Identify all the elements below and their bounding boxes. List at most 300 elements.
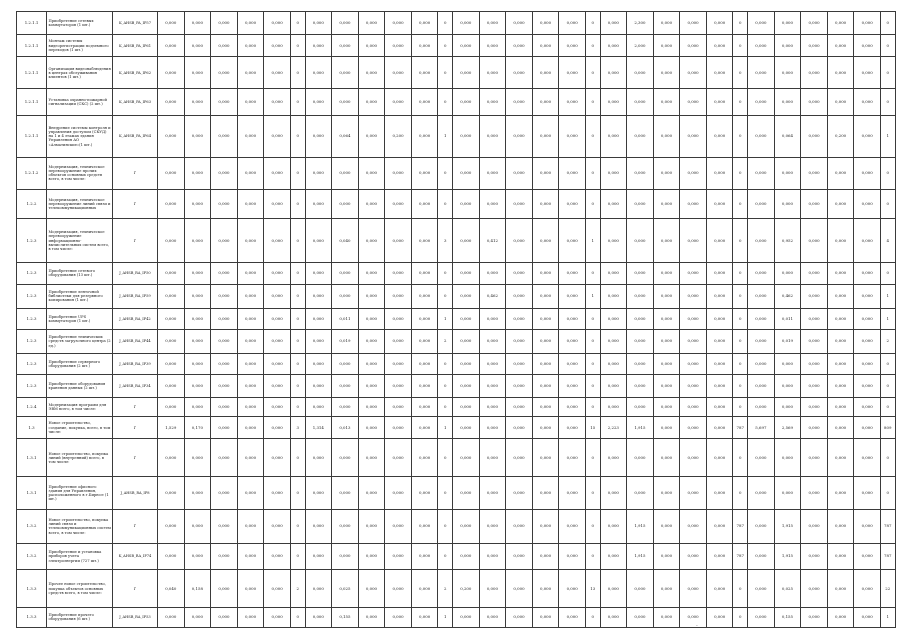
- value-cell: 0,000: [600, 607, 627, 627]
- value-cell: 0,000: [748, 607, 775, 627]
- value-cell: 0: [733, 189, 748, 218]
- value-cell: 1,915: [774, 543, 801, 570]
- value-cell: 15: [585, 416, 600, 439]
- value-cell: 0,000: [827, 308, 854, 329]
- value-cell: 0,000: [385, 89, 412, 116]
- value-cell: 0,000: [385, 284, 412, 308]
- value-cell: 0,000: [237, 375, 264, 398]
- value-cell: 0,000: [264, 398, 291, 417]
- value-cell: 0,000: [411, 263, 438, 284]
- value-cell: 1: [585, 284, 600, 308]
- value-cell: 0,000: [680, 607, 707, 627]
- value-cell: 0,000: [653, 89, 680, 116]
- value-cell: 0,000: [559, 398, 586, 417]
- value-cell: 0,000: [532, 12, 559, 35]
- value-cell: 0,000: [385, 375, 412, 398]
- row-index-cell: 1.2.1.1: [17, 57, 47, 89]
- value-cell: 0: [880, 12, 895, 35]
- value-cell: 0,000: [237, 34, 264, 57]
- value-cell: 0,000: [680, 354, 707, 375]
- value-cell: 0,000: [211, 607, 238, 627]
- value-cell: 0: [290, 375, 305, 398]
- value-cell: 0,000: [264, 354, 291, 375]
- value-cell: 0,000: [748, 308, 775, 329]
- table-row: [17, 398, 896, 417]
- value-cell: 0,000: [479, 34, 506, 57]
- value-cell: 0,000: [358, 57, 385, 89]
- value-cell: 787: [733, 416, 748, 439]
- value-cell: 0: [438, 543, 453, 570]
- value-cell: 0,000: [237, 116, 264, 157]
- value-cell: 0,000: [211, 34, 238, 57]
- table-row: [17, 354, 896, 375]
- value-cell: 0,000: [332, 398, 359, 417]
- row-code-cell: J_AHSB_RA_IP42: [113, 308, 158, 329]
- value-cell: 0: [585, 329, 600, 353]
- value-cell: 0,000: [158, 607, 185, 627]
- value-cell: 0,000: [211, 116, 238, 157]
- value-cell: 1: [438, 416, 453, 439]
- value-cell: 0,064: [774, 116, 801, 157]
- value-cell: 0,000: [358, 329, 385, 353]
- value-cell: 0,000: [559, 439, 586, 476]
- value-cell: 0: [585, 12, 600, 35]
- value-cell: 0: [438, 34, 453, 57]
- value-cell: 0,000: [479, 354, 506, 375]
- value-cell: 0,462: [774, 284, 801, 308]
- row-name-cell: Новое строительство, создание, покупка, всего, в том числе:: [47, 416, 113, 439]
- value-cell: 0,000: [559, 189, 586, 218]
- value-cell: 0,000: [158, 189, 185, 218]
- value-cell: 0,000: [653, 329, 680, 353]
- value-cell: 0,000: [559, 34, 586, 57]
- value-cell: 0,025: [774, 570, 801, 607]
- row-code-cell: J_AHSB_RA_IP59: [113, 284, 158, 308]
- value-cell: 0,000: [854, 12, 881, 35]
- value-cell: 0,000: [506, 510, 533, 543]
- value-cell: 0,000: [653, 607, 680, 627]
- row-name-cell: Новое строительство, покупка линий связи и телекоммуникационных систем всего, в том числе:: [47, 510, 113, 543]
- row-name-cell: Приобретение UPS коммутаторов (1 шт.): [47, 308, 113, 329]
- value-cell: 0,000: [358, 263, 385, 284]
- value-cell: 0,000: [774, 439, 801, 476]
- value-cell: 0,000: [706, 57, 733, 89]
- value-cell: 0,000: [305, 607, 332, 627]
- value-cell: 0: [290, 439, 305, 476]
- value-cell: 0,000: [211, 219, 238, 263]
- value-cell: 2,300: [627, 12, 654, 35]
- value-cell: 1: [880, 116, 895, 157]
- row-code-cell: Г: [113, 416, 158, 439]
- value-cell: 0,000: [854, 398, 881, 417]
- value-cell: 0,000: [385, 543, 412, 570]
- value-cell: 0: [880, 157, 895, 189]
- value-cell: 0,019: [774, 329, 801, 353]
- value-cell: 0,000: [559, 375, 586, 398]
- value-cell: 2,223: [600, 416, 627, 439]
- value-cell: 0,000: [706, 398, 733, 417]
- row-name-cell: Приобретение сетевого оборудования (13 шт.): [47, 263, 113, 284]
- row-code-cell: J_AHSB_RA_IP44: [113, 329, 158, 353]
- value-cell: 0: [585, 263, 600, 284]
- value-cell: 0,000: [453, 439, 480, 476]
- value-cell: 0,000: [600, 157, 627, 189]
- value-cell: 0: [585, 607, 600, 627]
- value-cell: 1,529: [158, 416, 185, 439]
- value-cell: 0,000: [854, 416, 881, 439]
- row-code-cell: K_AHSB_PA_IP62: [113, 57, 158, 89]
- value-cell: 0,000: [680, 12, 707, 35]
- value-cell: 0,000: [653, 157, 680, 189]
- row-index-cell: 1.3.3: [17, 607, 47, 627]
- value-cell: 0,000: [854, 476, 881, 509]
- value-cell: 0,000: [827, 510, 854, 543]
- value-cell: 0,000: [748, 263, 775, 284]
- value-cell: 0,000: [801, 416, 828, 439]
- value-cell: 787: [733, 510, 748, 543]
- row-index-cell: 1.2.3: [17, 219, 47, 263]
- value-cell: 0,000: [332, 157, 359, 189]
- value-cell: 0,000: [653, 284, 680, 308]
- value-cell: 0,000: [264, 34, 291, 57]
- value-cell: 0,000: [827, 354, 854, 375]
- value-cell: 0,000: [532, 398, 559, 417]
- value-cell: 0,000: [332, 439, 359, 476]
- value-cell: 0,000: [801, 439, 828, 476]
- value-cell: 0,000: [211, 416, 238, 439]
- value-cell: 1: [880, 607, 895, 627]
- value-cell: 0,200: [453, 570, 480, 607]
- row-code-cell: K_AHSB_PA_IP64: [113, 116, 158, 157]
- value-cell: 0,000: [184, 439, 211, 476]
- value-cell: 0,000: [184, 12, 211, 35]
- value-cell: 0,000: [706, 607, 733, 627]
- value-cell: 0,000: [453, 89, 480, 116]
- value-cell: 0,013: [332, 416, 359, 439]
- value-cell: 0,000: [600, 476, 627, 509]
- value-cell: 0,000: [506, 157, 533, 189]
- table-row: [17, 375, 896, 398]
- value-cell: 0: [290, 219, 305, 263]
- value-cell: 0,040: [158, 570, 185, 607]
- value-cell: 0: [585, 510, 600, 543]
- value-cell: 0,000: [559, 570, 586, 607]
- value-cell: 0,000: [211, 354, 238, 375]
- value-cell: 0,000: [479, 89, 506, 116]
- row-code-cell: Г: [113, 570, 158, 607]
- row-index-cell: 1.2.3: [17, 375, 47, 398]
- value-cell: 2: [438, 329, 453, 353]
- value-cell: 0,000: [453, 354, 480, 375]
- value-cell: 0,000: [827, 416, 854, 439]
- row-index-cell: 1.3.3: [17, 570, 47, 607]
- row-name-cell: Приобретение офисного здания для Управления, расположенного в г.Бирюсе (1 шт.): [47, 476, 113, 509]
- value-cell: 0,000: [801, 157, 828, 189]
- value-cell: 0,000: [479, 329, 506, 353]
- value-cell: 0,000: [332, 189, 359, 218]
- value-cell: 0: [585, 57, 600, 89]
- value-cell: 0,000: [559, 57, 586, 89]
- value-cell: 0,000: [627, 354, 654, 375]
- value-cell: 0,000: [748, 189, 775, 218]
- value-cell: 0,000: [680, 157, 707, 189]
- document-page: [16, 11, 895, 628]
- value-cell: 2,569: [774, 416, 801, 439]
- table-row: [17, 284, 896, 308]
- value-cell: 0,000: [748, 375, 775, 398]
- value-cell: 0: [880, 354, 895, 375]
- value-cell: 0,000: [385, 329, 412, 353]
- value-cell: 0,000: [653, 189, 680, 218]
- row-code-cell: J_AHSB_RA_IP34: [113, 375, 158, 398]
- value-cell: 0,000: [411, 476, 438, 509]
- value-cell: 0: [438, 476, 453, 509]
- value-cell: 0,000: [237, 157, 264, 189]
- value-cell: 0,000: [801, 476, 828, 509]
- value-cell: 0: [438, 354, 453, 375]
- row-name-cell: Приобретение ленточной библиотеки для резервного копирования (1 шт.): [47, 284, 113, 308]
- value-cell: 0,000: [559, 116, 586, 157]
- value-cell: 0,000: [559, 157, 586, 189]
- value-cell: 5,697: [748, 416, 775, 439]
- value-cell: 0,000: [774, 12, 801, 35]
- value-cell: 0,000: [184, 57, 211, 89]
- value-cell: 0,000: [264, 416, 291, 439]
- value-cell: 0,000: [506, 284, 533, 308]
- value-cell: 0,000: [211, 12, 238, 35]
- row-index-cell: 1.2.3: [17, 308, 47, 329]
- value-cell: 0,000: [184, 308, 211, 329]
- value-cell: 0,000: [627, 308, 654, 329]
- value-cell: 0,000: [680, 34, 707, 57]
- value-cell: 1: [438, 607, 453, 627]
- value-cell: 0,000: [184, 329, 211, 353]
- value-cell: 0: [290, 308, 305, 329]
- value-cell: 0,000: [559, 607, 586, 627]
- value-cell: 0: [733, 308, 748, 329]
- value-cell: 0,000: [532, 189, 559, 218]
- value-cell: 0,000: [411, 439, 438, 476]
- value-cell: 0,000: [411, 308, 438, 329]
- value-cell: 0,000: [706, 189, 733, 218]
- value-cell: 0,000: [264, 284, 291, 308]
- value-cell: 0,000: [184, 157, 211, 189]
- value-cell: 0,000: [237, 607, 264, 627]
- value-cell: 0,000: [411, 375, 438, 398]
- value-cell: 0,000: [385, 12, 412, 35]
- value-cell: 0,000: [653, 398, 680, 417]
- value-cell: 0: [880, 398, 895, 417]
- value-cell: 0,000: [706, 34, 733, 57]
- value-cell: 0,000: [305, 354, 332, 375]
- value-cell: 0,000: [237, 12, 264, 35]
- value-cell: 0,000: [358, 308, 385, 329]
- value-cell: 0,000: [854, 34, 881, 57]
- value-cell: 0,000: [358, 510, 385, 543]
- value-cell: 0,000: [854, 189, 881, 218]
- value-cell: 0,011: [774, 308, 801, 329]
- value-cell: 0,000: [453, 284, 480, 308]
- value-cell: 0,000: [627, 375, 654, 398]
- value-cell: 0: [880, 375, 895, 398]
- value-cell: 0,000: [453, 375, 480, 398]
- value-cell: 0,000: [774, 398, 801, 417]
- value-cell: 0,000: [774, 189, 801, 218]
- value-cell: 0,000: [506, 116, 533, 157]
- value-cell: 0,000: [680, 476, 707, 509]
- value-cell: 0,000: [706, 510, 733, 543]
- value-cell: 0,000: [532, 416, 559, 439]
- value-cell: 0,000: [653, 416, 680, 439]
- value-cell: 0,000: [479, 439, 506, 476]
- value-cell: 0,000: [706, 12, 733, 35]
- value-cell: 1: [438, 116, 453, 157]
- table-row: [17, 607, 896, 627]
- table-row: [17, 116, 896, 157]
- value-cell: 0,000: [211, 189, 238, 218]
- value-cell: 0,000: [706, 308, 733, 329]
- row-code-cell: J_AHSB_RA_IP39: [113, 354, 158, 375]
- value-cell: 0: [880, 439, 895, 476]
- value-cell: 0: [585, 439, 600, 476]
- value-cell: 0: [733, 329, 748, 353]
- value-cell: 0,000: [453, 543, 480, 570]
- value-cell: 0,000: [411, 329, 438, 353]
- value-cell: 0,000: [854, 543, 881, 570]
- value-cell: 0,000: [600, 354, 627, 375]
- table-row: [17, 34, 896, 57]
- value-cell: 0,000: [801, 34, 828, 57]
- row-index-cell: 1.2.3: [17, 354, 47, 375]
- value-cell: 0,000: [453, 476, 480, 509]
- value-cell: 0,000: [305, 570, 332, 607]
- value-cell: 0,000: [559, 308, 586, 329]
- value-cell: 0,000: [358, 607, 385, 627]
- value-cell: 0,000: [600, 375, 627, 398]
- value-cell: 0,000: [532, 607, 559, 627]
- value-cell: 0,000: [237, 398, 264, 417]
- value-cell: 0,000: [264, 157, 291, 189]
- value-cell: 0,000: [453, 189, 480, 218]
- row-index-cell: 1.2.1.1: [17, 116, 47, 157]
- value-cell: 0,000: [158, 219, 185, 263]
- value-cell: 0,000: [600, 543, 627, 570]
- value-cell: 0,000: [801, 89, 828, 116]
- value-cell: 0,000: [385, 476, 412, 509]
- value-cell: 0,000: [827, 263, 854, 284]
- value-cell: 0,000: [827, 398, 854, 417]
- value-cell: 0,000: [358, 34, 385, 57]
- value-cell: 0: [438, 189, 453, 218]
- value-cell: 0,000: [627, 157, 654, 189]
- value-cell: 0,000: [827, 439, 854, 476]
- value-cell: 0,000: [453, 57, 480, 89]
- value-cell: 0,000: [706, 416, 733, 439]
- value-cell: 0,000: [411, 89, 438, 116]
- value-cell: 0: [733, 34, 748, 57]
- value-cell: 0,000: [385, 398, 412, 417]
- value-cell: 0,000: [211, 57, 238, 89]
- value-cell: 0,000: [559, 219, 586, 263]
- value-cell: 0,000: [411, 219, 438, 263]
- table-row: [17, 329, 896, 353]
- value-cell: 0,000: [332, 12, 359, 35]
- value-cell: 4: [880, 219, 895, 263]
- row-name-cell: Монтаж системы видеорегистрации подземного переходов (1 шт.): [47, 34, 113, 57]
- value-cell: 0,000: [559, 476, 586, 509]
- value-cell: 0,000: [627, 263, 654, 284]
- value-cell: 0,000: [237, 510, 264, 543]
- value-cell: 0,000: [827, 12, 854, 35]
- value-cell: 0,000: [506, 416, 533, 439]
- value-cell: 0,000: [532, 354, 559, 375]
- value-cell: 0,000: [801, 543, 828, 570]
- value-cell: 0,000: [411, 12, 438, 35]
- value-cell: 0,000: [158, 398, 185, 417]
- value-cell: 0,000: [385, 189, 412, 218]
- value-cell: 0: [438, 398, 453, 417]
- value-cell: 0,000: [184, 263, 211, 284]
- value-cell: 0,000: [653, 439, 680, 476]
- value-cell: 0,000: [305, 329, 332, 353]
- value-cell: 0,000: [627, 398, 654, 417]
- value-cell: 0,000: [479, 607, 506, 627]
- value-cell: 0: [585, 398, 600, 417]
- value-cell: 0,000: [506, 543, 533, 570]
- value-cell: 0,000: [305, 12, 332, 35]
- value-cell: 0,000: [706, 157, 733, 189]
- value-cell: 0,000: [827, 329, 854, 353]
- value-cell: 0,000: [479, 398, 506, 417]
- value-cell: 0,000: [158, 354, 185, 375]
- value-cell: 0,000: [237, 189, 264, 218]
- value-cell: 0,000: [184, 219, 211, 263]
- value-cell: 0,000: [184, 34, 211, 57]
- value-cell: 1,314: [305, 416, 332, 439]
- value-cell: 0: [290, 510, 305, 543]
- value-cell: 0,000: [411, 157, 438, 189]
- value-cell: 0,000: [332, 284, 359, 308]
- value-cell: 2: [880, 329, 895, 353]
- value-cell: 0,000: [479, 157, 506, 189]
- value-cell: 0,000: [854, 116, 881, 157]
- row-name-cell: Внедрение системы контроля и управления доступом (СКУД) на 1 и 4 этажах здания Управления АО «Алматинские»(1 шт.): [47, 116, 113, 157]
- row-name-cell: Приобретение и установка приборов учета электроэнергии (727 шт.): [47, 543, 113, 570]
- value-cell: 0,000: [600, 89, 627, 116]
- value-cell: 0,000: [774, 57, 801, 89]
- value-cell: 0,000: [211, 570, 238, 607]
- value-cell: 0,000: [158, 308, 185, 329]
- value-cell: 0,000: [653, 34, 680, 57]
- value-cell: 0: [438, 510, 453, 543]
- value-cell: 0,000: [385, 157, 412, 189]
- value-cell: 0: [290, 263, 305, 284]
- table-row: [17, 189, 896, 218]
- value-cell: 0,000: [305, 284, 332, 308]
- value-cell: 0,000: [305, 263, 332, 284]
- value-cell: 0,000: [627, 284, 654, 308]
- value-cell: 0: [585, 116, 600, 157]
- value-cell: 0,000: [237, 329, 264, 353]
- value-cell: 0,064: [332, 116, 359, 157]
- value-cell: 0,170: [184, 416, 211, 439]
- row-name-cell: Установка охранно-пожарной сигнализации (СКС) (2 шт.): [47, 89, 113, 116]
- row-code-cell: K_AHSB_PA_IP57: [113, 12, 158, 35]
- value-cell: 0,000: [184, 354, 211, 375]
- value-cell: 0,000: [774, 157, 801, 189]
- value-cell: 0,000: [801, 570, 828, 607]
- row-index-cell: 1.2.4: [17, 398, 47, 417]
